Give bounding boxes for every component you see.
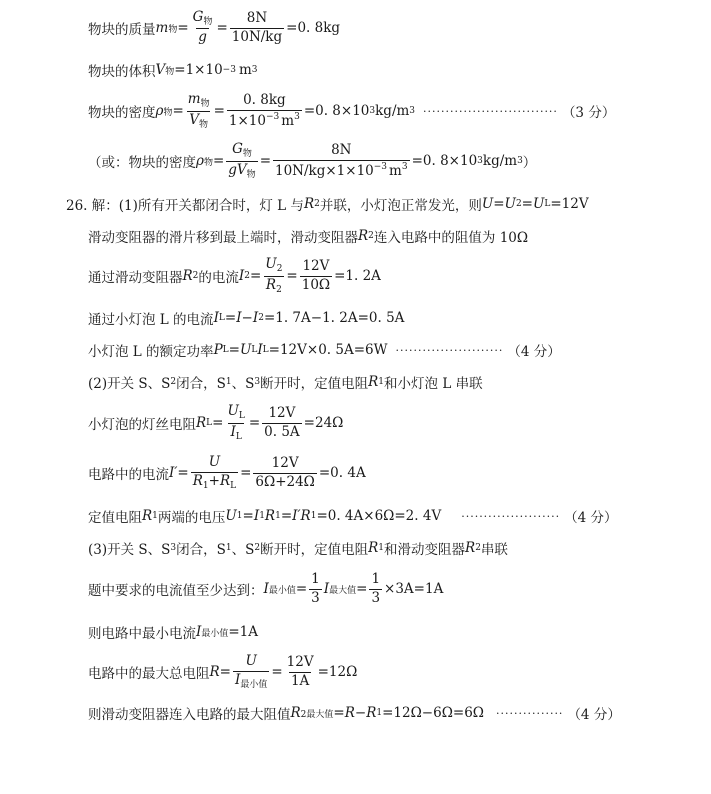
numerator: 8N	[331, 141, 352, 158]
var-v: V	[155, 62, 166, 78]
volume-line	[88, 60, 257, 80]
sub: 1	[376, 708, 383, 718]
sup: 3	[477, 156, 483, 166]
eq: =	[333, 705, 345, 721]
text: 连入电路中的阻值为 10Ω	[373, 230, 529, 246]
text: 电路中的最大总电阻	[88, 666, 210, 682]
text: 闭合，S	[176, 376, 226, 392]
sup: −3	[373, 161, 388, 172]
var: I	[263, 581, 269, 597]
numerator	[225, 404, 246, 422]
text: 、S	[231, 542, 255, 558]
eq: =	[216, 20, 228, 36]
result: =1A	[228, 624, 259, 640]
numerator	[263, 257, 284, 275]
sup: 3	[294, 111, 300, 122]
var: R	[358, 228, 369, 244]
text: 10N/kg×1×10	[275, 162, 374, 179]
eq: =	[286, 268, 298, 284]
leader-dots: ······························	[423, 104, 558, 118]
var: R	[196, 415, 207, 431]
eq: =	[259, 153, 271, 169]
sub: 2	[276, 284, 282, 295]
eq: =	[177, 465, 189, 481]
sub: 物	[200, 99, 210, 110]
var: I	[234, 671, 241, 688]
sub: 1	[310, 511, 317, 521]
var: G	[232, 141, 243, 158]
sup: 3	[409, 106, 416, 116]
denominator	[226, 161, 257, 180]
text: kg/m	[482, 153, 518, 169]
sub: 物	[165, 66, 175, 77]
sub: 物	[203, 157, 213, 168]
var: I′	[292, 508, 301, 524]
var: R	[209, 664, 220, 680]
op: +	[208, 472, 220, 489]
sub: L	[238, 411, 245, 422]
denominator: 3	[371, 589, 381, 606]
score: （3 分）	[561, 105, 616, 121]
density-line	[88, 93, 615, 129]
sup: −3	[222, 65, 236, 75]
var: R	[192, 472, 203, 489]
numerator: 12V	[271, 454, 299, 471]
var: V	[189, 111, 200, 128]
text: 定值电阻	[88, 510, 142, 526]
text: 滑动变阻器的滑片移到最上端时，滑动变阻器	[88, 230, 358, 246]
fraction	[263, 257, 284, 295]
text: 1×10	[228, 112, 266, 129]
fraction	[309, 572, 322, 606]
denominator: 6Ω+24Ω	[255, 473, 315, 490]
text: 题中要求的电流值至少达到：	[88, 583, 264, 599]
var: I	[253, 508, 260, 524]
var: R	[219, 472, 231, 489]
sub: 2	[258, 313, 264, 323]
current-lamp-line	[88, 308, 404, 328]
fraction	[227, 93, 302, 129]
var: R	[265, 276, 277, 293]
eq: =	[249, 268, 262, 284]
denominator	[227, 110, 302, 130]
eq: =	[212, 415, 224, 431]
eq: =	[219, 664, 231, 680]
sub: 最小值	[268, 585, 296, 596]
sup: −3	[266, 111, 280, 122]
eq: =	[493, 196, 505, 212]
eq: =	[213, 103, 225, 119]
voltage-line	[88, 506, 618, 526]
sub: 物	[163, 107, 173, 118]
min-current-line	[88, 622, 258, 642]
text: 26. 解：(1)所有开关都闭合时，灯 L 与	[66, 198, 304, 214]
text: 通过滑动变阻器	[88, 270, 183, 286]
var: U	[532, 196, 545, 212]
sup: 3	[251, 65, 258, 75]
text: 并联，小灯泡正常发光，则	[319, 198, 482, 214]
power-line	[88, 340, 561, 360]
numerator	[230, 142, 254, 160]
fraction	[300, 259, 332, 293]
var: R	[142, 508, 153, 524]
min-current-req-line	[88, 571, 443, 607]
eq: =	[295, 581, 308, 597]
var: I	[252, 310, 259, 326]
result: =12V	[550, 196, 589, 212]
text: =1×10	[174, 62, 223, 78]
var-rho: ρ	[155, 103, 164, 119]
result: =0. 4A×6Ω=2. 4V	[316, 508, 442, 524]
var: R	[300, 508, 311, 524]
numerator: U	[208, 454, 221, 471]
eq: =	[280, 508, 293, 524]
var-m: m	[155, 20, 169, 36]
text: 和小灯泡 L 串联	[384, 376, 483, 392]
var: V	[236, 161, 247, 178]
numerator: 12V	[302, 257, 330, 274]
sup: 3	[369, 106, 376, 116]
numerator: 8N	[246, 9, 268, 26]
numerator: 0. 8kg	[243, 91, 286, 108]
var: I	[257, 342, 263, 358]
max-resistance-line	[88, 652, 357, 692]
text: m	[281, 112, 295, 129]
sub: L	[206, 418, 213, 428]
q26-line	[66, 194, 589, 214]
var: R	[264, 508, 276, 524]
score: （4 分）	[567, 707, 621, 723]
max-slider-line	[88, 703, 621, 723]
filament-line	[88, 405, 343, 441]
var: U	[481, 196, 494, 212]
score: （4 分）	[564, 510, 618, 526]
sub: 1	[275, 511, 281, 521]
var: U	[265, 256, 277, 273]
text: 小灯泡 L 的额定功率	[88, 344, 214, 360]
var: P	[213, 342, 223, 358]
denominator	[264, 276, 284, 295]
sub: 2	[368, 231, 374, 241]
sub: 1	[378, 543, 385, 553]
var: U	[227, 403, 239, 420]
sub: L	[544, 199, 551, 209]
denominator	[191, 472, 238, 491]
result: =0. 4A	[318, 465, 366, 481]
unit: m	[238, 62, 252, 78]
var-rho: ρ	[196, 153, 204, 169]
eq: =	[521, 196, 533, 212]
sub: 1	[225, 543, 232, 553]
op: −	[241, 310, 253, 326]
sub: 1	[236, 511, 243, 521]
eq: =	[177, 20, 189, 36]
text: 物块的体积	[88, 64, 156, 80]
text: 、S	[231, 376, 255, 392]
var: I	[196, 624, 202, 640]
denominator: g	[198, 29, 207, 46]
sub: 最大值	[329, 585, 357, 596]
result: =1. 7A−1. 2A=0. 5A	[263, 310, 405, 326]
result: ×3A=1A	[384, 581, 444, 597]
denominator	[187, 111, 210, 130]
denominator	[233, 671, 269, 690]
text: 两端的电压	[157, 510, 226, 526]
leader-dots: ···············	[495, 706, 564, 720]
fraction	[191, 10, 215, 46]
result: =0. 8×10	[411, 153, 478, 169]
eq: =	[228, 342, 240, 358]
sup: 3	[517, 156, 523, 166]
sub: 2	[244, 271, 250, 281]
circuit-current-line	[88, 455, 366, 491]
numerator: 1	[371, 570, 381, 587]
sub: 2最大值	[300, 709, 334, 720]
var: U	[504, 196, 516, 212]
var: R	[465, 540, 476, 556]
text: 则滑动变阻器连入电路的最大阻值	[88, 707, 291, 723]
fraction	[226, 142, 257, 180]
var: U	[239, 342, 252, 358]
numerator: 12V	[286, 653, 314, 670]
var: I	[213, 310, 219, 326]
sub: 最小值	[240, 679, 268, 690]
var: I	[230, 423, 236, 440]
result: =1. 2A	[334, 268, 381, 284]
var: g	[228, 161, 237, 178]
fraction	[230, 11, 284, 45]
fraction	[369, 572, 382, 606]
eq: =	[271, 664, 283, 680]
fraction	[233, 654, 269, 690]
sub: 2	[475, 543, 481, 553]
var: R	[368, 374, 379, 390]
var: R	[344, 705, 355, 721]
sub: 2	[515, 199, 522, 209]
text: 闭合，S	[176, 542, 226, 558]
text: （或：物块的密度	[88, 155, 196, 171]
var: U	[225, 508, 237, 524]
result: =12Ω	[317, 664, 358, 680]
result: =0. 8×10	[303, 103, 370, 119]
numerator	[191, 10, 215, 28]
part3-line	[88, 538, 508, 558]
sub: 物	[199, 119, 209, 130]
text: ）	[522, 155, 537, 171]
var: R	[303, 196, 315, 212]
denominator	[273, 160, 410, 180]
fraction	[285, 655, 316, 689]
sub: 3	[170, 543, 177, 553]
leader-dots: ······················	[461, 509, 561, 523]
fraction	[225, 404, 246, 442]
mass-line	[88, 10, 340, 46]
text: 串联	[480, 542, 508, 558]
sub: 3	[254, 377, 261, 387]
var: R	[368, 540, 379, 556]
var: I′	[169, 465, 178, 481]
result: =12Ω−6Ω=6Ω	[382, 705, 484, 721]
var: R	[290, 705, 301, 721]
fraction	[191, 455, 238, 491]
slider-line	[88, 226, 528, 246]
sub: L	[262, 345, 269, 355]
var: G	[192, 9, 204, 26]
part2-line	[88, 372, 483, 392]
text: kg/m	[375, 103, 410, 119]
numerator: 1	[311, 570, 320, 587]
eq: =	[224, 310, 237, 326]
denominator: 10N/kg	[231, 28, 283, 45]
fraction	[273, 143, 410, 179]
eq: =	[248, 415, 261, 431]
text: 物块的质量	[88, 22, 156, 38]
eq: =	[240, 465, 252, 481]
denominator: 10Ω	[301, 276, 331, 293]
fraction	[262, 406, 302, 440]
sub: 1	[259, 511, 265, 521]
numerator	[186, 92, 212, 110]
var: R	[366, 705, 377, 721]
eq: =	[212, 153, 225, 169]
denominator: 1A	[290, 672, 310, 689]
sub: L	[218, 313, 225, 323]
sub: L	[230, 480, 237, 491]
text: 则电路中最小电流	[88, 626, 196, 642]
text: 和滑动变阻器	[384, 542, 466, 558]
denominator: 3	[311, 589, 320, 606]
text: 断开时，定值电阻	[260, 542, 369, 558]
result: =24Ω	[303, 415, 344, 431]
text: 电路中的电流	[88, 467, 169, 483]
sub: L	[235, 431, 242, 442]
sub: 1	[378, 377, 385, 387]
text: 断开时，定值电阻	[260, 376, 369, 392]
text: 的电流	[198, 270, 239, 286]
var: I	[238, 268, 245, 284]
var: I	[236, 310, 242, 326]
text: (3)开关 S、S	[88, 542, 171, 558]
result: =12V×0. 5A=6W	[268, 342, 388, 358]
sub: 1	[152, 511, 158, 521]
eq: =	[242, 508, 254, 524]
score: （4 分）	[507, 344, 561, 360]
text: 小灯泡的灯丝电阻	[88, 417, 196, 433]
sup: 3	[401, 161, 408, 172]
sub: 1	[202, 480, 209, 491]
sub: 物	[242, 149, 252, 160]
numerator: 12V	[268, 404, 296, 421]
sub: 1	[225, 377, 232, 387]
sub: 2	[276, 264, 283, 275]
fraction	[186, 92, 212, 130]
text: (2)开关 S、S	[88, 376, 171, 392]
var: I	[323, 581, 330, 597]
sub: 2	[314, 199, 320, 209]
current-r2-line	[88, 258, 381, 294]
sub: 物	[246, 169, 256, 180]
sub: 2	[192, 271, 199, 281]
sub: 物	[168, 24, 178, 35]
leader-dots: ························	[395, 343, 504, 357]
sub: L	[251, 345, 258, 355]
denominator	[228, 423, 243, 442]
sub: 物	[203, 17, 213, 28]
text: m	[389, 162, 402, 179]
numerator: U	[245, 653, 257, 670]
sub: 最小值	[201, 628, 229, 639]
eq: =	[172, 103, 184, 119]
op: −	[354, 705, 367, 721]
var: m	[187, 91, 201, 108]
result: =0. 8kg	[286, 20, 341, 36]
text: 通过小灯泡 L 的电流	[88, 312, 214, 328]
text: 物块的密度	[88, 105, 156, 121]
fraction	[253, 456, 316, 490]
var: R	[182, 268, 193, 284]
eq: =	[356, 581, 368, 597]
denominator: 0. 5A	[264, 423, 300, 440]
density-alt-line	[88, 143, 536, 179]
sub: 2	[254, 543, 261, 553]
sub: 2	[170, 377, 177, 387]
sub: L	[222, 345, 229, 355]
